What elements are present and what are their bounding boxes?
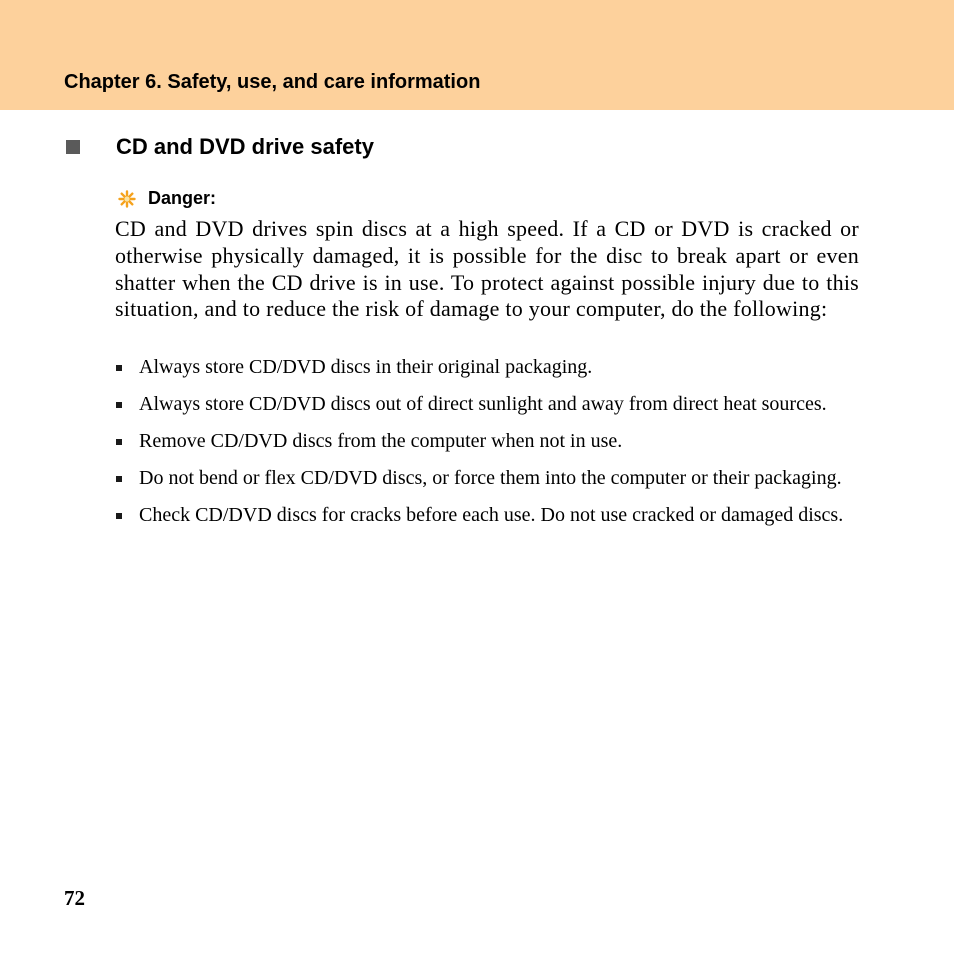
list-item-text: Check CD/DVD discs for cracks before each use. Do not use cracked or damaged discs. [139,504,844,526]
list-item [115,392,859,417]
chapter-title: Chapter 6. Safety, use, and care information [64,71,481,93]
list-item [115,355,859,380]
bullet-marker [116,402,122,408]
danger-star-icon [118,190,136,208]
bullet-marker [116,365,122,371]
bullet-marker [116,476,122,482]
page-number: 72 [64,886,85,910]
square-bullet-icon [66,140,80,154]
list-item [115,429,859,454]
precautions-list [115,355,859,540]
list-item-text: Always store CD/DVD discs in their original packaging. [139,356,593,378]
danger-label: Danger: [148,188,217,208]
list-item [115,466,859,491]
list-item-text: Do not bend or flex CD/DVD discs, or force them into the computer or their packaging. [139,467,842,489]
chapter-header-band [0,0,954,110]
bullet-marker [116,513,122,519]
danger-paragraph: CD and DVD drives spin discs at a high speed. If a CD or DVD is cracked or otherwise physically damaged, it is possible for the disc to break apart or even shatter when the CD drive is in use. To protect against possible injury due to this situation, and to reduce the risk of damage to your computer, do the following: [115,216,859,322]
list-item [115,503,859,528]
bullet-marker [116,439,122,445]
section-title: CD and DVD drive safety [116,134,374,159]
list-item-text: Always store CD/DVD discs out of direct sunlight and away from direct heat sources. [139,393,827,415]
list-item-text: Remove CD/DVD discs from the computer when not in use. [139,430,623,452]
